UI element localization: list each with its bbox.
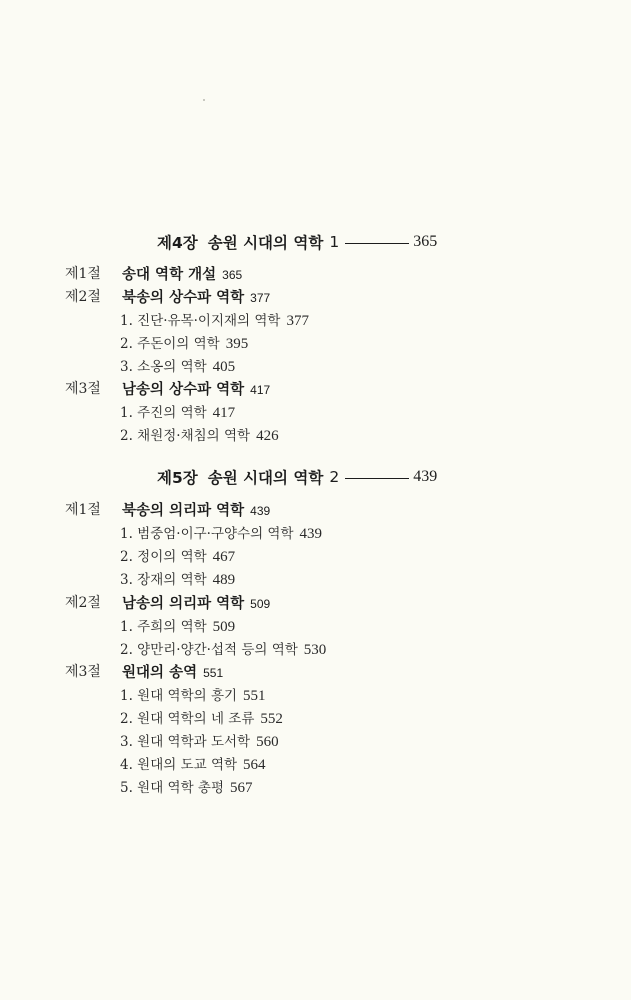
- section-label: 제3절: [65, 381, 101, 397]
- toc-item: [0, 614, 631, 636]
- toc-item: [0, 637, 631, 659]
- toc-item: [0, 775, 631, 797]
- item-page-number: 552: [260, 710, 283, 727]
- chapter-label: 제5장: [157, 469, 198, 487]
- toc-item: [0, 729, 631, 751]
- toc-item: [0, 683, 631, 705]
- section-page-number: 365: [222, 267, 243, 282]
- item-page-number: 551: [243, 687, 266, 704]
- item-page-number: 467: [212, 548, 236, 565]
- item-title: 1. 범중엄·이구·구양수의 역학: [120, 525, 294, 542]
- toc-item: [0, 521, 631, 543]
- item-title: 3. 원대 역학과 도서학: [120, 733, 251, 750]
- toc-item-text: [120, 568, 235, 589]
- toc-item-text: [120, 615, 235, 636]
- item-page-number: 405: [212, 358, 236, 375]
- section-page-number: 551: [203, 665, 224, 680]
- toc-item-text: [120, 332, 248, 353]
- item-title: 5. 원대 역학 총평: [120, 779, 224, 796]
- toc-item: [0, 567, 631, 589]
- section-row: [0, 262, 631, 284]
- toc-item-text: [120, 545, 235, 566]
- item-page-number: 530: [303, 641, 327, 658]
- section-page-number: 509: [250, 596, 271, 611]
- section-title: [122, 263, 242, 284]
- toc-item: [0, 400, 631, 422]
- leader-rule: [345, 243, 409, 244]
- item-title: 1. 주진의 역학: [120, 404, 207, 421]
- section-title-text: 북송의 상수파 역학: [122, 289, 245, 306]
- item-title: 1. 원대 역학의 흥기: [120, 687, 238, 704]
- toc-item-text: [120, 401, 235, 422]
- toc-item-text: [120, 522, 322, 543]
- section-title: [122, 378, 270, 399]
- chapter-5-heading: [157, 466, 437, 488]
- item-page-number: 377: [286, 312, 309, 329]
- toc-item-text: [120, 707, 283, 728]
- section-title-text: 남송의 의리파 역학: [122, 595, 245, 612]
- toc-item-text: [120, 355, 235, 376]
- chapter-part-number: 1: [329, 233, 340, 251]
- section-label: 제2절: [65, 595, 101, 611]
- chapter-label: 제4장: [157, 234, 198, 252]
- section-title-text: 남송의 상수파 역학: [122, 381, 245, 398]
- item-title: 3. 장재의 역학: [120, 571, 207, 588]
- chapter-title: 송원 시대의 역학: [207, 469, 324, 487]
- item-page-number: 567: [230, 779, 253, 796]
- section-row: [0, 498, 631, 520]
- item-title: 2. 정이의 역학: [120, 548, 207, 565]
- leader-rule: [345, 478, 409, 479]
- toc-item: [0, 752, 631, 774]
- toc-item: [0, 308, 631, 330]
- item-title: 1. 진단·유목·이지재의 역학: [120, 312, 281, 329]
- item-page-number: 564: [243, 756, 266, 773]
- section-title: [122, 661, 223, 682]
- toc-item: [0, 423, 631, 445]
- section-title: [122, 286, 270, 307]
- toc-item-text: [120, 776, 253, 797]
- item-title: 2. 원대 역학의 네 조류: [120, 710, 255, 727]
- chapter-4-heading: [157, 231, 437, 253]
- toc-item-text: [120, 753, 266, 774]
- item-page-number: 417: [212, 404, 236, 421]
- item-page-number: 560: [256, 733, 279, 750]
- section-label: 제3절: [65, 664, 101, 680]
- section-title-text: 북송의 의리파 역학: [122, 502, 245, 519]
- chapter-page-number: 365: [413, 233, 438, 250]
- item-page-number: 439: [299, 525, 322, 542]
- item-page-number: 395: [225, 335, 249, 352]
- section-title-text: 송대 역학 개설: [122, 266, 217, 283]
- chapter-title: 송원 시대의 역학: [207, 234, 324, 252]
- toc-item: [0, 354, 631, 376]
- item-title: 4. 원대의 도교 역학: [120, 756, 238, 773]
- toc-item: [0, 706, 631, 728]
- section-row: [0, 660, 631, 682]
- toc-item-text: [120, 730, 279, 751]
- section-page-number: 417: [250, 382, 271, 397]
- chapter-page-number: 439: [413, 468, 438, 485]
- toc-item-text: [120, 309, 309, 330]
- section-row: [0, 285, 631, 307]
- section-page-number: 377: [250, 290, 271, 305]
- toc-item-text: [120, 424, 279, 445]
- section-page-number: 439: [250, 503, 271, 518]
- chapter-part-number: 2: [329, 468, 340, 486]
- toc-item: [0, 331, 631, 353]
- section-label: 제1절: [65, 502, 101, 518]
- item-title: 3. 소옹의 역학: [120, 358, 207, 375]
- toc-item-text: [120, 684, 266, 705]
- toc-item: [0, 544, 631, 566]
- section-title: [122, 592, 270, 613]
- section-row: [0, 377, 631, 399]
- section-title: [122, 499, 270, 520]
- toc-item-text: [120, 638, 326, 659]
- section-row: [0, 591, 631, 613]
- item-title: 2. 양만리·양간·섭적 등의 역학: [120, 641, 298, 658]
- paper-speck: [203, 99, 205, 101]
- item-page-number: 426: [256, 427, 279, 444]
- section-label: 제1절: [65, 266, 101, 282]
- section-label: 제2절: [65, 289, 101, 305]
- item-title: 2. 주돈이의 역학: [120, 335, 220, 352]
- item-page-number: 489: [212, 571, 236, 588]
- section-title-text: 원대의 송역: [122, 664, 198, 681]
- item-title: 1. 주희의 역학: [120, 618, 207, 635]
- item-title: 2. 채원정·채침의 역학: [120, 427, 251, 444]
- item-page-number: 509: [212, 618, 236, 635]
